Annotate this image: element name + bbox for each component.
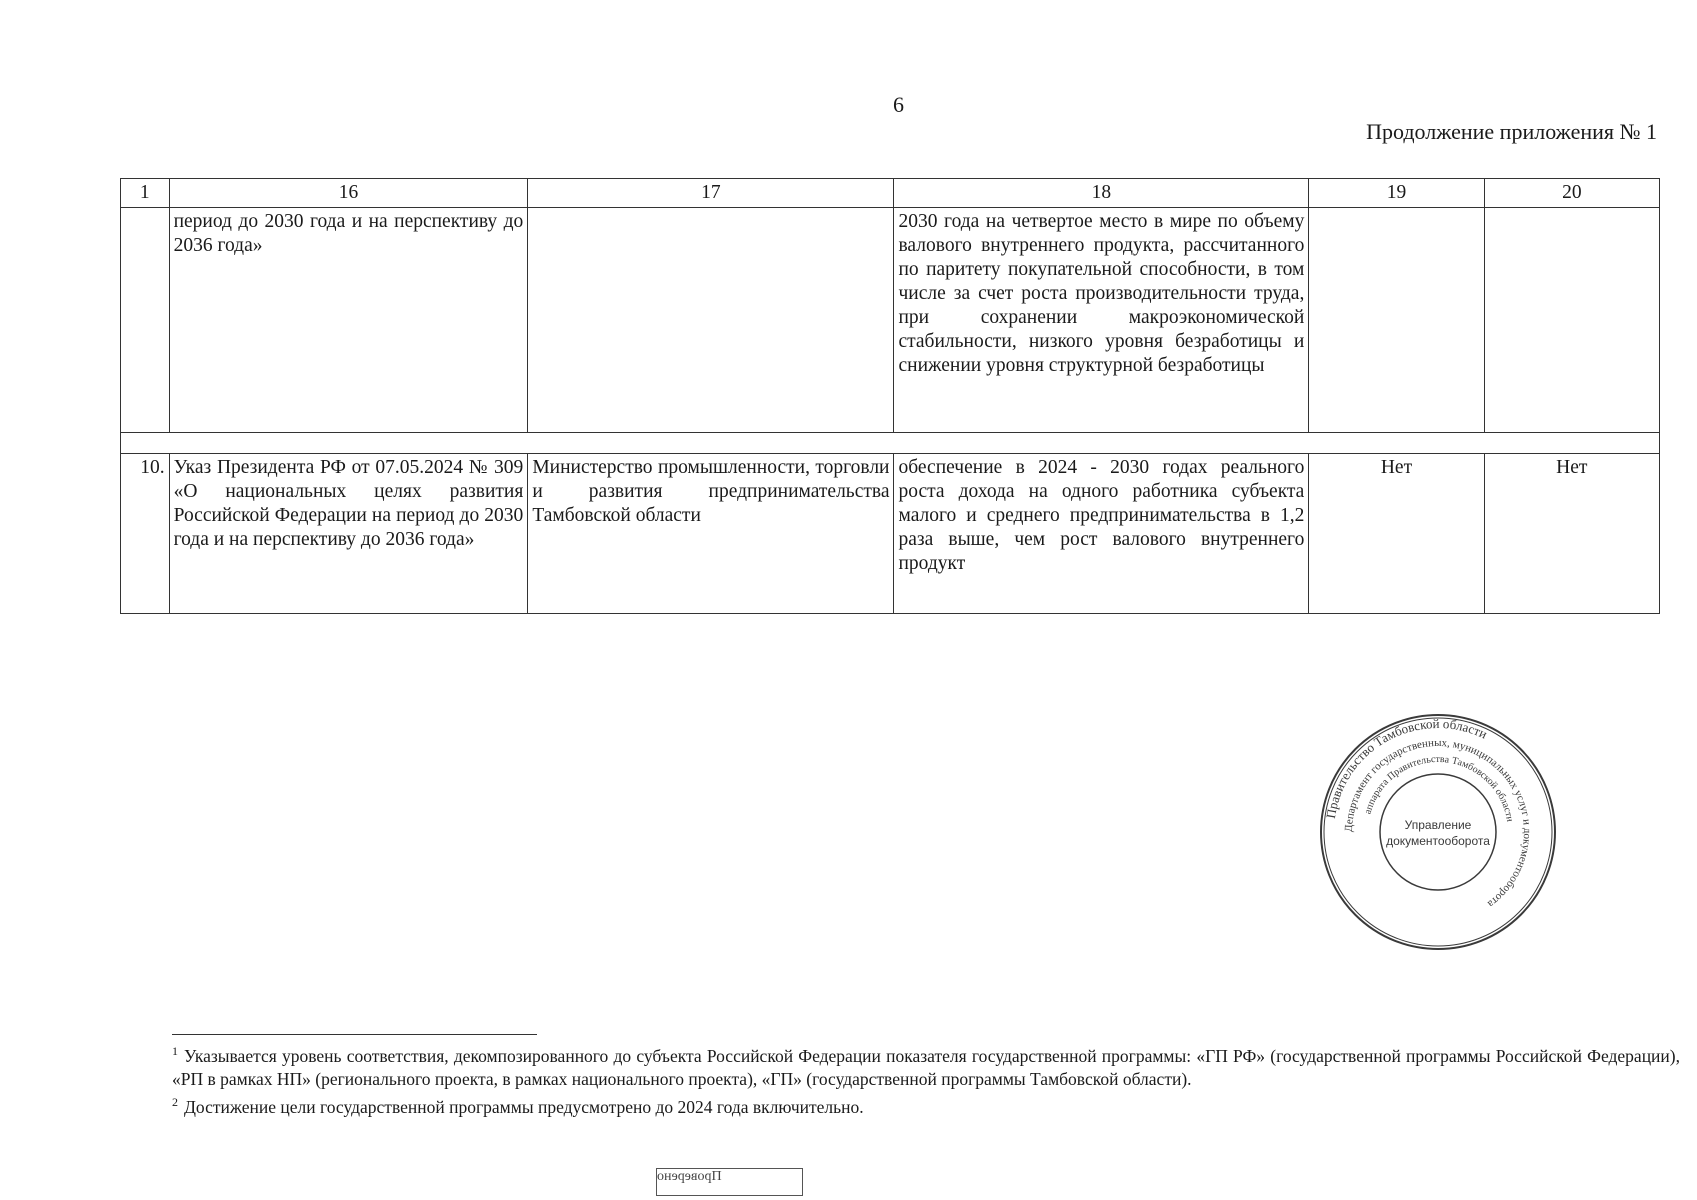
header-col-20: 20 bbox=[1484, 179, 1659, 208]
appendix-subtitle: Продолжение приложения № 1 bbox=[1366, 119, 1657, 144]
cell-col-19: Нет bbox=[1309, 454, 1484, 614]
verification-stamp: Проверено bbox=[656, 1168, 803, 1196]
cell-document: период до 2030 года и на перспективу до 2036 года» bbox=[169, 208, 528, 433]
cell-goal: 2030 года на четвертое место в мире по объему валового внутреннего продукта, рассчитанного по паритету покупательной способности, в том числе за счет роста производительности труда, при сохранении макроэкономической стабильности, низкого уровня безработицы и снижении уровня структурной безработицы bbox=[894, 208, 1309, 433]
cell-responsible: Министерство промышленности, торговли и развития предпринимательства Тамбовской области bbox=[528, 454, 894, 614]
goals-table bbox=[120, 178, 1660, 614]
seal-outer-text: Правительство Тамбовской области bbox=[1322, 715, 1490, 820]
header-col-17: 17 bbox=[528, 179, 894, 208]
table-separator-row bbox=[121, 433, 1660, 454]
cell-document: Указ Президента РФ от 07.05.2024 № 309 «О национальных целях развития Российской Федерации на период до 2030 года и на перспективу до 2036 года» bbox=[169, 454, 528, 614]
header-col-18: 18 bbox=[894, 179, 1309, 208]
footnote-1: $^1$ Указывается уровень соответствия, декомпозированного до субъекта Российской Федерации показателя государственной программы: «ГП РФ» (государственной программы Российской Федерации), «РП в рамках НП» (регионального проекта, в рамках национального проекта), «ГП» (государственной программы Тамбовской области). bbox=[172, 1044, 1680, 1089]
footnote-2: $^2$ Достижение цели государственной программы предусмотрено до 2024 года включительно. bbox=[172, 1094, 864, 1117]
cell-num: 10. bbox=[121, 454, 170, 614]
cell-responsible bbox=[528, 208, 894, 433]
header-col-19: 19 bbox=[1309, 179, 1484, 208]
cell-goal: обеспечение в 2024 - 2030 годах реального роста дохода на одного работника субъекта малого и среднего предпринимательства в 1,2 раза выше, чем рост валового внутреннего продукт bbox=[894, 454, 1309, 614]
official-seal bbox=[1318, 712, 1558, 952]
seal-inner-text: аппарата Правительства Тамбовской области bbox=[1362, 753, 1516, 823]
cell-col-20 bbox=[1484, 208, 1659, 433]
footnotes bbox=[172, 1040, 1680, 1119]
cell-col-20: Нет bbox=[1484, 454, 1659, 614]
cell-num bbox=[121, 208, 170, 433]
page-number: 6 bbox=[893, 92, 904, 117]
header-col-1: 1 bbox=[121, 179, 170, 208]
separator-cell bbox=[121, 433, 1660, 454]
table-header-row bbox=[121, 179, 1660, 208]
table-row bbox=[121, 454, 1660, 614]
table-row bbox=[121, 208, 1660, 433]
seal-center-line2: документооборота bbox=[1386, 834, 1490, 848]
cell-col-19 bbox=[1309, 208, 1484, 433]
header-col-16: 16 bbox=[169, 179, 528, 208]
footnote-divider bbox=[172, 1034, 537, 1035]
seal-center-line1: Управление bbox=[1404, 818, 1472, 832]
seal-middle-text: Департамент государственных, муниципальных услуг и документооборота bbox=[1342, 736, 1534, 910]
